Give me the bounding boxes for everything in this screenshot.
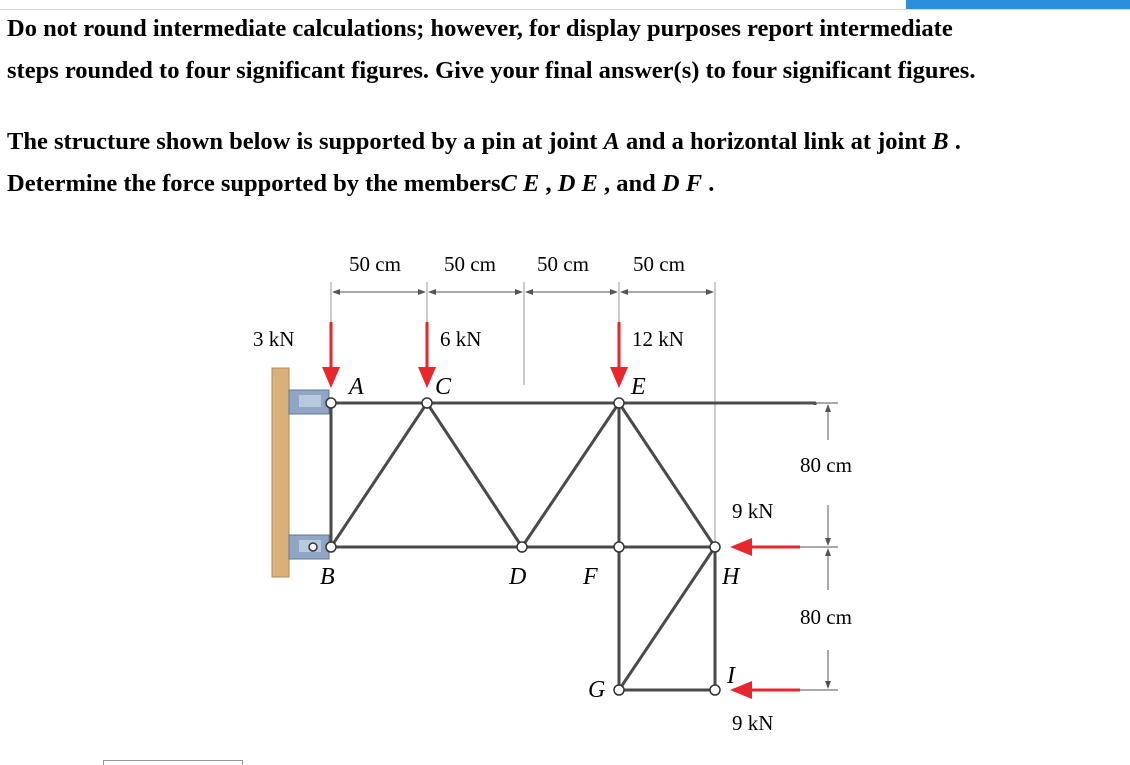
- load-arrows: [322, 322, 800, 699]
- problem-end: .: [702, 170, 715, 197]
- member-DE: D E: [557, 170, 598, 197]
- member-DF: D F: [661, 170, 703, 197]
- joint-I-pin: [710, 685, 720, 695]
- joint-label-E: E: [631, 374, 646, 400]
- member-EH: [619, 403, 715, 547]
- joint-label-B: B: [320, 564, 335, 590]
- instructions-line-2: steps rounded to four significant figures. Give your final answer(s) to four significant figures.: [7, 57, 976, 84]
- dim-label-vertical-1: 80 cm: [800, 453, 852, 477]
- load-arrow-A: [322, 322, 340, 388]
- joint-labels: [320, 374, 741, 703]
- member-DE-line: [522, 403, 619, 547]
- joint-H-pin: [710, 542, 720, 552]
- joint-label-D: D: [509, 564, 527, 590]
- load-arrow-I: [730, 681, 800, 699]
- joint-D-pin: [517, 542, 527, 552]
- joint-G-pin: [614, 685, 624, 695]
- problem-sep-1: ,: [539, 170, 558, 197]
- member-CE: C E: [500, 170, 540, 197]
- dim-label-vertical-2: 80 cm: [800, 605, 852, 629]
- load-arrow-E: [610, 322, 628, 388]
- joint-F-pin: [614, 542, 624, 552]
- joint-C-pin: [422, 398, 432, 408]
- joint-label-F: F: [583, 564, 598, 590]
- member-GH: [619, 547, 715, 690]
- problem-line-1a: The structure shown below is supported by a pin at joint: [7, 128, 604, 155]
- dim-label-3: 50 cm: [537, 252, 589, 276]
- joint-label-A: A: [349, 374, 364, 400]
- load-arrow-H: [730, 538, 800, 556]
- load-label-H: 9 kN: [732, 499, 774, 523]
- dim-label-1: 50 cm: [349, 252, 401, 276]
- problem-line-1b: and a horizontal link at joint: [619, 128, 933, 155]
- problem-sep-2: , and: [597, 170, 662, 197]
- problem-line-2a: Determine the force supported by the members: [7, 170, 501, 197]
- dim-label-4: 50 cm: [633, 252, 685, 276]
- answer-input-box[interactable]: [103, 760, 243, 765]
- load-label-I: 9 kN: [732, 711, 774, 735]
- pin-support-A: [289, 390, 329, 414]
- load-label-C: 6 kN: [440, 327, 482, 351]
- vertical-dimensions: [800, 403, 838, 690]
- load-label-A: 3 kN: [253, 327, 295, 351]
- joint-A-pin: [326, 398, 336, 408]
- extension-lines: [331, 282, 715, 548]
- member-BC: [331, 403, 427, 547]
- joint-E-pin: [614, 398, 624, 408]
- wall-support: [272, 368, 289, 577]
- link-support-B: [289, 535, 329, 559]
- joint-label-G: G: [588, 677, 606, 703]
- load-arrow-C: [418, 322, 436, 388]
- joint-label-I: I: [727, 663, 735, 689]
- joint-label-H: H: [722, 564, 740, 590]
- joint-B-pin: [326, 542, 336, 552]
- dim-label-2: 50 cm: [444, 252, 496, 276]
- member-CD: [427, 403, 522, 547]
- problem-line-1c: .: [948, 128, 961, 155]
- dimension-labels: [349, 252, 852, 629]
- instructions-line-1: Do not round intermediate calculations; however, for display purposes report intermediate: [7, 15, 953, 42]
- var-A: A: [603, 128, 620, 155]
- load-label-E: 12 kN: [632, 327, 684, 351]
- joint-label-C: C: [435, 374, 452, 400]
- var-B: B: [932, 128, 949, 155]
